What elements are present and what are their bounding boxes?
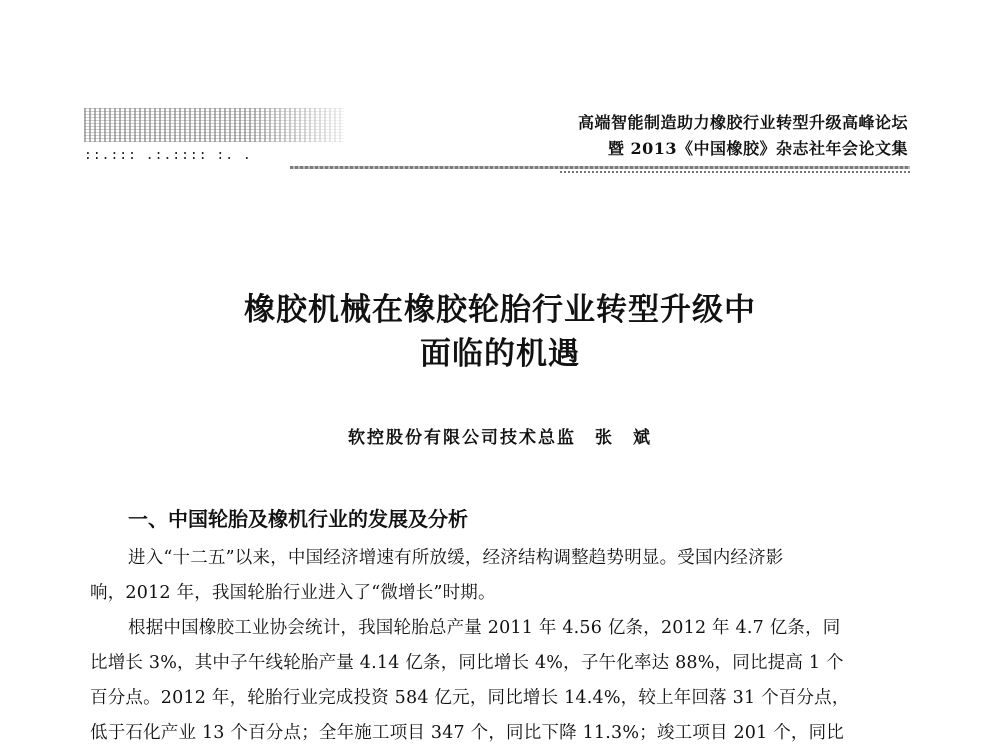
body-line: 百分点。2012 年，轮胎行业完成投资 584 亿元，同比增长 14.4%，较上年回落 31 个百分点， — [90, 688, 850, 708]
header-rule-secondary — [560, 171, 910, 173]
header-band-fade — [250, 108, 370, 142]
body-line: 根据中国橡胶工业协会统计，我国轮胎总产量 2011 年 4.56 亿条，2012 年 4.7 亿条，同 — [128, 618, 841, 638]
body-line: 低于石化产业 13 个百分点；全年施工项目 347 个，同比下降 11.3%；竣工项目 201 个，同比 — [90, 723, 845, 743]
running-head-line-2: 暨 2013《中国橡胶》杂志社年会论文集 — [607, 139, 908, 158]
author-line: 软控股份有限公司技术总监 张 斌 — [348, 428, 652, 448]
article-title — [0, 288, 1000, 376]
body-text — [90, 541, 916, 751]
body-line: 进入“十二五”以来，中国经济增速有所放缓，经济结构调整趋势明显。受国内经济影 — [128, 548, 784, 568]
article-title-line-1: 橡胶机械在橡胶轮胎行业转型升级中 — [244, 292, 756, 328]
body-line: 响，2012 年，我国轮胎行业进入了“微增长”时期。 — [90, 583, 496, 603]
header-rule — [290, 166, 910, 169]
header-dot-pattern: ::.::: .:.:::: :. . — [84, 148, 252, 162]
running-head — [578, 110, 908, 162]
section-heading: 一、中国轮胎及橡机行业的发展及分析 — [128, 507, 468, 531]
article-title-line-2: 面临的机遇 — [420, 336, 580, 372]
body-line: 比增长 3%，其中子午线轮胎产量 4.14 亿条，同比增长 4%，子午化率达 88%，同比提高 1 个 — [90, 653, 844, 673]
running-head-line-1: 高端智能制造助力橡胶行业转型升级高峰论坛 — [577, 113, 908, 132]
